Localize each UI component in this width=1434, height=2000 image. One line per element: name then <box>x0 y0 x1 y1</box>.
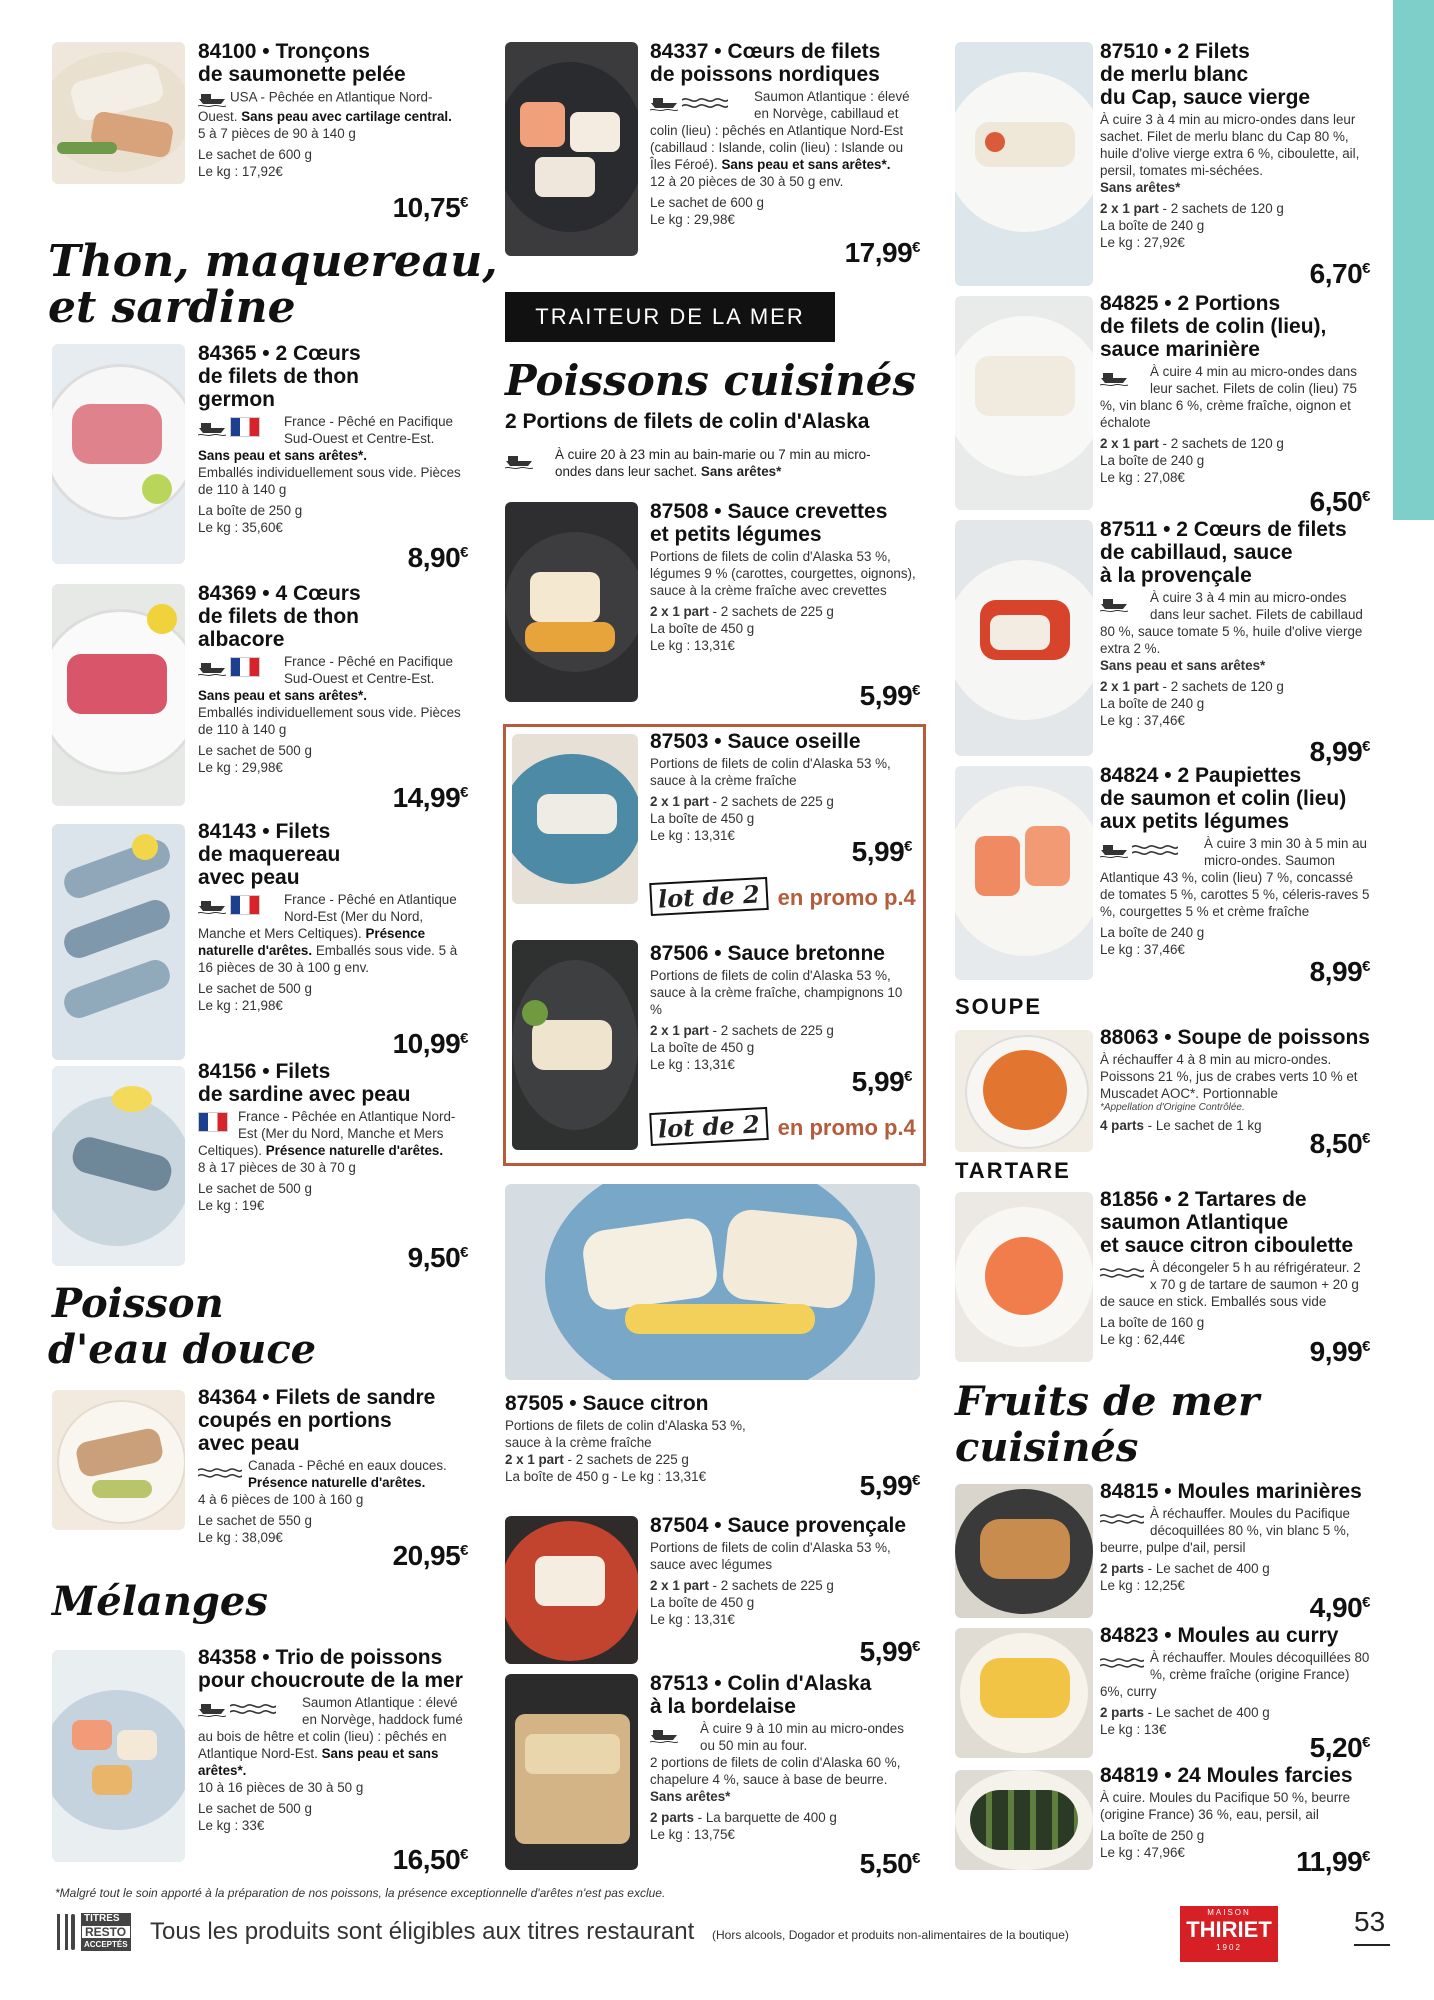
product-name-line: avec peau <box>198 1432 300 1455</box>
product-pack: La boîte de 250 g <box>198 503 303 518</box>
product-detail: À cuire 3 à 4 min au micro-ondes dans leur sachet. Filets de cabillaud 80 %, sauce tomate 5 %, huile d'olive vierge extra 2 %. <box>1100 590 1363 656</box>
boat-icon <box>198 1698 226 1718</box>
lot-badge: lot de 2 <box>649 877 768 916</box>
section-heading: Thon, maquereau, <box>48 236 498 287</box>
product-detail: Portions de filets de colin d'Alaska 53 %, légumes 9 % (carottes, courgettes, oignons), sauce à la crème fraîche avec crevettes <box>650 549 916 598</box>
product-ref: 88063 • <box>1100 1026 1172 1049</box>
promo-callout[interactable] <box>650 880 920 913</box>
product-parts: 2 x 1 part <box>1100 436 1159 451</box>
product-name: Sauce citron <box>582 1392 709 1415</box>
product-price: 9,50€ <box>407 1242 468 1273</box>
product-name-line: sauce marinière <box>1100 338 1260 361</box>
product-pack: La boîte de 450 g - Le kg : 13,31€ <box>505 1469 707 1484</box>
product-name: 2 Tartares de <box>1177 1188 1307 1211</box>
product-name-line: coupés en portions <box>198 1409 392 1432</box>
product-price: 10,99€ <box>392 1028 468 1059</box>
product-ref: 84143 • <box>198 820 270 843</box>
product-84819 <box>1100 1764 1370 1877</box>
product-parts-detail: - La barquette de 400 g <box>693 1810 837 1825</box>
product-photo <box>955 1628 1093 1758</box>
product-origin: France - Pêché en Atlantique Nord-Est (Mer du Nord, Manche et Mers Celtiques). <box>198 892 457 941</box>
product-detail: Emballés individuellement sous vide. Pièces de 110 à 140 g <box>198 705 461 737</box>
product-name-line: de sardine avec peau <box>198 1083 411 1106</box>
product-kg: Le kg : 17,92€ <box>198 164 283 179</box>
product-photo <box>505 1184 920 1380</box>
product-84337 <box>650 40 920 268</box>
product-price: 5,99€ <box>859 1470 920 1501</box>
product-84100 <box>198 40 468 223</box>
product-name: 2 Cœurs de filets <box>1176 518 1347 541</box>
product-detail: Portions de filets de colin d'Alaska 53 %, sauce avec légumes <box>650 1540 891 1572</box>
product-price: 16,50€ <box>392 1844 468 1875</box>
boat-icon <box>198 88 226 108</box>
product-photo <box>505 1674 638 1870</box>
product-name: 24 Moules farcies <box>1177 1764 1353 1787</box>
product-photo <box>505 1516 638 1664</box>
product-price: 6,70€ <box>1309 258 1370 289</box>
product-name-line: germon <box>198 388 276 411</box>
product-photo <box>955 766 1093 980</box>
boat-icon <box>1100 367 1128 387</box>
product-pack: La boîte de 160 g <box>1100 1315 1205 1330</box>
section-heading: Fruits de mer <box>955 1378 1260 1425</box>
product-pack: La boîte de 240 g <box>1100 696 1205 711</box>
product-84364 <box>198 1386 468 1571</box>
product-photo <box>52 584 185 806</box>
product-ref: 87503 • <box>650 730 722 753</box>
product-detail: À cuire 3 à 4 min au micro-ondes dans leur sachet. Filet de merlu blanc du Cap 80 %, huile d'olive vierge extra 6 %, ciboulette, ail, persil, tomates mi-séchées. <box>1100 112 1360 178</box>
product-pack: La boîte de 240 g <box>1100 218 1205 233</box>
product-parts: 4 parts <box>1100 1118 1144 1133</box>
boat-icon <box>198 657 226 677</box>
product-kg: Le kg : 27,92€ <box>1100 235 1185 250</box>
product-photo <box>955 1192 1093 1362</box>
product-parts-detail: - 2 sachets de 225 g <box>708 794 834 809</box>
product-kg: Le kg : 37,46€ <box>1100 713 1185 728</box>
product-ref: 84337 • <box>650 40 722 63</box>
product-price: 20,95€ <box>392 1540 468 1571</box>
section-heading: cuisinés <box>955 1424 1139 1471</box>
product-name-line: de saumonette pelée <box>198 63 406 86</box>
farmed-wave-icon <box>230 1702 276 1714</box>
product-photo <box>512 734 638 904</box>
product-detail: À réchauffer 4 à 8 min au micro-ondes. Poissons 21 %, jus de crabes verts 10 % et Muscadet AOC*. Portionnable <box>1100 1052 1358 1101</box>
product-kg: Le kg : 13,31€ <box>650 638 735 653</box>
product-parts-detail: - Le sachet de 400 g <box>1143 1705 1270 1720</box>
product-name: 2 Paupiettes <box>1177 764 1302 787</box>
product-parts: 2 parts <box>1100 1561 1144 1576</box>
product-name: Filets <box>275 820 331 843</box>
section-heading: et sardine <box>48 282 296 333</box>
thiriet-logo: MAISON THIRIET 1902 <box>1180 1906 1278 1962</box>
section-title-tartare: TARTARE <box>955 1158 1071 1183</box>
product-bold: Présence naturelle d'arêtes. <box>265 1143 444 1158</box>
product-photo <box>955 42 1093 286</box>
product-kg: Le kg : 47,96€ <box>1100 1845 1185 1860</box>
product-parts: 2 x 1 part <box>650 1578 709 1593</box>
product-photo <box>955 1484 1093 1618</box>
product-parts-detail: - 2 sachets de 225 g <box>563 1452 689 1467</box>
product-detail: À réchauffer. Moules décoquillées 80 %, crème fraîche (origine France) 6%, curry <box>1100 1650 1370 1699</box>
product-origin: France - Pêché en Pacifique Sud-Ouest et Centre-Est. <box>284 654 453 686</box>
product-photo <box>505 42 638 256</box>
product-84825 <box>1100 292 1370 517</box>
product-photo <box>52 1390 185 1530</box>
product-price: 5,99€ <box>859 680 920 711</box>
product-kg: Le kg : 13,31€ <box>650 1057 735 1072</box>
product-detail: Portions de filets de colin d'Alaska 53 %, sauce à la crème fraîche <box>505 1418 746 1450</box>
product-price: 5,99€ <box>851 836 912 867</box>
product-88063 <box>1100 1026 1370 1159</box>
section-title-soupe: SOUPE <box>955 994 1043 1019</box>
wave-icon <box>1100 1656 1144 1668</box>
freshwater-wave-icon <box>198 1466 242 1478</box>
titres-text: ACCEPTÉS <box>81 1939 131 1951</box>
product-84823 <box>1100 1624 1370 1763</box>
product-name: Filets de sandre <box>275 1386 436 1409</box>
product-pack: Le sachet de 600 g <box>650 195 764 210</box>
product-name: Soupe de poissons <box>1177 1026 1370 1049</box>
product-87513 <box>650 1672 920 1879</box>
product-parts: 2 x 1 part <box>1100 679 1159 694</box>
product-kg: Le kg : 19€ <box>198 1198 265 1213</box>
product-ref: 84823 • <box>1100 1624 1172 1647</box>
product-name: Cœurs de filets <box>727 40 881 63</box>
product-name: Sauce bretonne <box>727 942 885 965</box>
disclaimer: *Malgré tout le soin apporté à la préparation de nos poissons, la présence exceptionnelle d'arêtes n'est pas exclue. <box>55 1886 666 1900</box>
product-parts: 2 x 1 part <box>650 794 709 809</box>
product-price: 8,50€ <box>1309 1128 1370 1159</box>
boat-icon <box>1100 593 1128 613</box>
product-name-line: du Cap, sauce vierge <box>1100 86 1311 109</box>
product-parts-detail: - 2 sachets de 225 g <box>708 604 834 619</box>
product-name-line: de filets de thon <box>198 605 360 628</box>
product-price: 5,20€ <box>1309 1732 1370 1763</box>
product-84143 <box>198 820 468 1059</box>
product-price: 5,50€ <box>859 1848 920 1879</box>
product-pack: La boîte de 450 g <box>650 621 755 636</box>
product-name-line: de maquereau <box>198 843 341 866</box>
product-bold: Présence naturelle d'arêtes. <box>198 926 426 958</box>
product-parts-detail: - 2 sachets de 225 g <box>708 1023 834 1038</box>
product-kg: Le kg : 13,31€ <box>650 1612 735 1627</box>
product-name: 2 Portions <box>1177 292 1281 315</box>
product-name: Moules marinières <box>1177 1480 1362 1503</box>
promo-callout[interactable] <box>650 1110 920 1143</box>
france-flag-icon <box>230 895 260 915</box>
product-ref: 81856 • <box>1100 1188 1172 1211</box>
titres-resto-badge <box>55 1910 145 1954</box>
product-origin: France - Pêché en Pacifique Sud-Ouest et Centre-Est. <box>284 414 453 446</box>
product-name: Colin d'Alaska <box>727 1672 872 1695</box>
product-name-line: de poissons nordiques <box>650 63 880 86</box>
product-name-line: de cabillaud, sauce <box>1100 541 1293 564</box>
promo-link[interactable]: en promo p.4 <box>777 1115 916 1140</box>
section-heading: d'eau douce <box>48 1326 317 1373</box>
product-ref: 84815 • <box>1100 1480 1172 1503</box>
product-origin: Saumon Atlantique : élevé en Norvège, haddock fumé au bois de hêtre et colin (lieu) : pêchés en Atlantique Nord-Est. <box>198 1695 463 1761</box>
section-heading: Poisson <box>52 1280 224 1327</box>
product-87506 <box>650 942 912 1102</box>
product-name-line: à la provençale <box>1100 564 1252 587</box>
product-detail: 10 à 16 pièces de 30 à 50 g <box>198 1780 364 1795</box>
page-number: 53 <box>1354 1906 1386 1937</box>
product-detail: À cuire 4 min au micro-ondes dans leur sachet. Filets de colin (lieu) 75 %, vin blanc 6 %, crème fraîche, oignon et échalote <box>1100 364 1357 430</box>
product-photo <box>52 1066 185 1266</box>
product-pack: La boîte de 240 g <box>1100 453 1205 468</box>
page-number-rule <box>1354 1944 1390 1946</box>
product-87504 <box>650 1514 920 1667</box>
titres-text: RESTO <box>81 1925 131 1939</box>
product-name-line: de saumon et colin (lieu) <box>1100 787 1347 810</box>
cutlery-icon <box>55 1912 77 1952</box>
farmed-wave-icon <box>1132 843 1178 855</box>
product-84369 <box>198 582 468 813</box>
product-parts-detail: - 2 sachets de 120 g <box>1158 201 1284 216</box>
france-flag-icon <box>230 657 260 677</box>
product-kg: Le kg : 12,25€ <box>1100 1578 1185 1593</box>
product-87505 <box>505 1392 920 1502</box>
product-parts: 2 parts <box>650 1810 694 1825</box>
product-parts-detail: - Le sachet de 1 kg <box>1143 1118 1262 1133</box>
product-pack: La boîte de 250 g <box>1100 1828 1205 1843</box>
product-detail: Emballés individuellement sous vide. Pièces de 110 à 140 g <box>198 465 461 497</box>
product-bold: Sans peau avec cartilage central. <box>241 109 452 124</box>
product-bold: Sans arêtes* <box>1100 180 1181 195</box>
product-ref: 84825 • <box>1100 292 1172 315</box>
product-kg: Le kg : 62,44€ <box>1100 1332 1185 1347</box>
product-price: 8,90€ <box>407 542 468 573</box>
product-price: 8,99€ <box>1309 956 1370 987</box>
product-price: 9,99€ <box>1309 1336 1370 1367</box>
promo-link[interactable]: en promo p.4 <box>777 885 916 910</box>
product-name-line: de merlu blanc <box>1100 63 1249 86</box>
product-bold: Sans peau et sans arêtes*. <box>198 1746 439 1778</box>
product-ref: 87508 • <box>650 500 722 523</box>
product-ref: 84824 • <box>1100 764 1172 787</box>
product-name-line: à la bordelaise <box>650 1695 796 1718</box>
product-84358 <box>198 1646 468 1875</box>
product-name-line: et sauce citron ciboulette <box>1100 1234 1354 1257</box>
product-name: 4 Cœurs <box>275 582 361 605</box>
product-81856 <box>1100 1188 1370 1367</box>
product-kg: Le kg : 27,08€ <box>1100 470 1185 485</box>
boat-icon <box>650 1724 678 1744</box>
product-detail: 2 portions de filets de colin d'Alaska 60 %, chapelure 4 %, sauce à base de beurre. <box>650 1755 901 1787</box>
product-pack: Le sachet de 500 g <box>198 981 312 996</box>
product-ref: 87505 • <box>505 1392 577 1415</box>
product-name-line: de filets de thon <box>198 365 360 388</box>
product-ref: 84358 • <box>198 1646 270 1669</box>
boat-icon <box>198 895 226 915</box>
product-detail: À réchauffer. Moules du Pacifique décoquillées 80 %, vin blanc 5 %, beurre, pulpe d'ail, persil <box>1100 1506 1350 1555</box>
product-bold: Sans peau et sans arêtes* <box>1100 658 1266 673</box>
product-photo <box>955 520 1093 756</box>
product-name-line: saumon Atlantique <box>1100 1211 1289 1234</box>
product-pack: La boîte de 450 g <box>650 811 755 826</box>
boat-icon <box>1100 839 1128 859</box>
product-kg: Le kg : 13,31€ <box>650 828 735 843</box>
product-footnote: *Appellation d'Origine Contrôlée. <box>1100 1102 1245 1113</box>
group-instructions: À cuire 20 à 23 min au bain-marie ou 7 min au micro-ondes dans leur sachet. Sans arêtes* <box>505 446 905 480</box>
product-parts: 2 parts <box>1100 1705 1144 1720</box>
product-photo <box>52 1650 185 1862</box>
product-ref: 84364 • <box>198 1386 270 1409</box>
titres-text: TITRES <box>81 1913 131 1925</box>
product-87510 <box>1100 40 1370 289</box>
product-84365 <box>198 342 468 573</box>
product-photo <box>505 502 638 702</box>
product-detail: 12 à 20 pièces de 30 à 50 g env. <box>650 174 844 189</box>
product-name: 2 Filets <box>1177 40 1250 63</box>
product-origin: Canada - Pêché en eaux douces. <box>248 1458 447 1473</box>
product-name: Moules au curry <box>1177 1624 1339 1647</box>
product-parts: 2 x 1 part <box>650 1023 709 1038</box>
product-price: 11,99€ <box>1296 1846 1370 1877</box>
section-heading: Mélanges <box>52 1578 268 1625</box>
product-name-line: albacore <box>198 628 285 651</box>
product-price: 10,75€ <box>392 192 468 223</box>
product-84815 <box>1100 1480 1370 1623</box>
product-pack: Le sachet de 600 g <box>198 147 312 162</box>
product-87511 <box>1100 518 1370 767</box>
product-bold: Sans peau et sans arêtes*. <box>721 157 891 172</box>
product-photo <box>955 1770 1093 1870</box>
product-name-line: de filets de colin (lieu), <box>1100 315 1327 338</box>
product-name: Filets <box>275 1060 331 1083</box>
product-ref: 84100 • <box>198 40 270 63</box>
side-tab <box>1393 0 1434 520</box>
footer-main-text: Tous les produits sont éligibles aux titres restaurant <box>150 1918 695 1945</box>
product-name-line: aux petits légumes <box>1100 810 1290 833</box>
product-detail: Emballés sous vide. 5 à 16 pièces de 30 à 100 g env. <box>198 943 458 975</box>
product-ref: 87511 • <box>1100 518 1171 541</box>
product-parts: 2 x 1 part <box>505 1452 564 1467</box>
product-name: Sauce oseille <box>727 730 861 753</box>
product-pieces: 5 à 7 pièces de 90 à 140 g <box>198 126 356 141</box>
farmed-wave-icon <box>682 96 728 108</box>
product-kg: Le kg : 29,98€ <box>650 212 735 227</box>
product-price: 17,99€ <box>844 237 920 268</box>
product-kg: Le kg : 21,98€ <box>198 998 283 1013</box>
product-detail: À cuire 3 min 30 à 5 min au micro-ondes. Saumon Atlantique 43 %, colin (lieu) 7 %, concassé de tomates 5 %, carottes 5 %, céleris-raves 5 %, courgettes 5 % et crème fraîche <box>1100 836 1370 919</box>
product-kg: Le kg : 35,60€ <box>198 520 283 535</box>
product-pack: La boîte de 450 g <box>650 1040 755 1055</box>
product-84824 <box>1100 764 1370 987</box>
product-detail: À décongeler 5 h au réfrigérateur. 2 x 70 g de tartare de saumon + 20 g de sauce en stick. Emballés sous vide <box>1100 1260 1361 1309</box>
product-kg: Le kg : 29,98€ <box>198 760 283 775</box>
product-detail: 4 à 6 pièces de 100 à 160 g <box>198 1492 364 1507</box>
product-origin: Saumon Atlantique : élevé en Norvège, cabillaud et colin (lieu) : pêchés en Atlantique Nord-Est (cabillaud : Islande, colin (lieu) : Islande ou Îles Féroé). <box>650 89 910 172</box>
product-parts-detail: - 2 sachets de 120 g <box>1158 679 1284 694</box>
product-name: 2 Cœurs <box>275 342 361 365</box>
product-photo <box>955 296 1093 510</box>
lot-badge: lot de 2 <box>649 1107 768 1146</box>
product-bold: Sans peau et sans arêtes*. <box>198 688 367 703</box>
product-ref: 84819 • <box>1100 1764 1172 1787</box>
product-pack: Le sachet de 550 g <box>198 1513 312 1528</box>
product-pack: La boîte de 240 g <box>1100 925 1205 940</box>
footer-small-text: (Hors alcools, Dogador et produits non-alimentaires de la boutique) <box>712 1928 1069 1942</box>
product-photo <box>52 344 185 564</box>
product-name: Trio de poissons <box>275 1646 443 1669</box>
product-ref: 87510 • <box>1100 40 1172 63</box>
product-pack: Le sachet de 500 g <box>198 1801 312 1816</box>
product-87508 <box>650 500 920 711</box>
product-kg: Le kg : 33€ <box>198 1818 265 1833</box>
product-name-line: pour choucroute de la mer <box>198 1669 463 1692</box>
product-photo <box>52 824 185 1060</box>
product-photo <box>52 42 185 184</box>
product-ref: 87504 • <box>650 1514 722 1537</box>
section-heading: Poissons cuisinés <box>505 356 917 405</box>
product-kg: Le kg : 13€ <box>1100 1722 1167 1737</box>
product-price: 6,50€ <box>1309 486 1370 517</box>
boat-icon <box>505 450 533 470</box>
product-parts-detail: - 2 sachets de 120 g <box>1158 436 1284 451</box>
product-parts: 2 x 1 part <box>650 604 709 619</box>
product-origin: France - Pêchée en Atlantique Nord-Est (Mer du Nord, Manche et Mers Celtiques). <box>198 1109 456 1158</box>
product-name: Sauce crevettes <box>727 500 888 523</box>
product-price: 4,90€ <box>1309 1592 1370 1623</box>
product-name-line: avec peau <box>198 866 300 889</box>
product-price: 5,99€ <box>859 1636 920 1667</box>
product-price: 8,99€ <box>1309 736 1370 767</box>
product-ref: 84156 • <box>198 1060 270 1083</box>
product-detail: Portions de filets de colin d'Alaska 53 %, sauce à la crème fraîche <box>650 756 891 788</box>
product-ref: 84369 • <box>198 582 270 605</box>
product-pack: Le sachet de 500 g <box>198 1181 312 1196</box>
product-detail: Portions de filets de colin d'Alaska 53 %, sauce à la crème fraîche, champignons 10 % <box>650 968 903 1017</box>
group-subtitle: 2 Portions de filets de colin d'Alaska <box>505 410 870 433</box>
product-bold: Sans arêtes* <box>650 1789 731 1804</box>
product-photo <box>512 940 638 1150</box>
product-parts: 2 x 1 part <box>1100 201 1159 216</box>
product-pack: Le sachet de 500 g <box>198 743 312 758</box>
product-ref: 87506 • <box>650 942 722 965</box>
france-flag-icon <box>198 1112 228 1132</box>
product-kg: Le kg : 37,46€ <box>1100 942 1185 957</box>
farmed-wave-icon <box>1100 1266 1144 1278</box>
product-parts-detail: - Le sachet de 400 g <box>1143 1561 1270 1576</box>
product-parts-detail: - 2 sachets de 225 g <box>708 1578 834 1593</box>
product-bold: Sans peau et sans arêtes*. <box>198 448 367 463</box>
boat-icon <box>650 92 678 112</box>
product-origin: À cuire 9 à 10 min au micro-ondes ou 50 min au four. <box>700 1721 904 1753</box>
wave-icon <box>1100 1512 1144 1524</box>
product-price: 5,99€ <box>851 1066 912 1097</box>
boat-icon <box>198 417 226 437</box>
product-bold: Présence naturelle d'arêtes. <box>248 1475 426 1490</box>
product-name-line: et petits légumes <box>650 523 822 546</box>
france-flag-icon <box>230 417 260 437</box>
product-price: 14,99€ <box>392 782 468 813</box>
product-ref: 87513 • <box>650 1672 722 1695</box>
product-origin: USA - Pêchée en Atlantique Nord-Ouest. <box>198 89 433 124</box>
product-pack: La boîte de 450 g <box>650 1595 755 1610</box>
product-kg: Le kg : 13,75€ <box>650 1827 735 1842</box>
product-name: Tronçons <box>275 40 370 63</box>
product-ref: 84365 • <box>198 342 270 365</box>
product-photo <box>955 1030 1093 1152</box>
product-name: Sauce provençale <box>727 1514 907 1537</box>
product-84156 <box>198 1060 468 1273</box>
product-detail: À cuire. Moules du Pacifique 50 %, beurre (origine France) 36 %, eau, persil, ail <box>1100 1790 1351 1822</box>
section-banner: TRAITEUR DE LA MER <box>505 292 835 342</box>
product-kg: Le kg : 38,09€ <box>198 1530 283 1545</box>
product-detail: 8 à 17 pièces de 30 à 70 g <box>198 1160 356 1175</box>
